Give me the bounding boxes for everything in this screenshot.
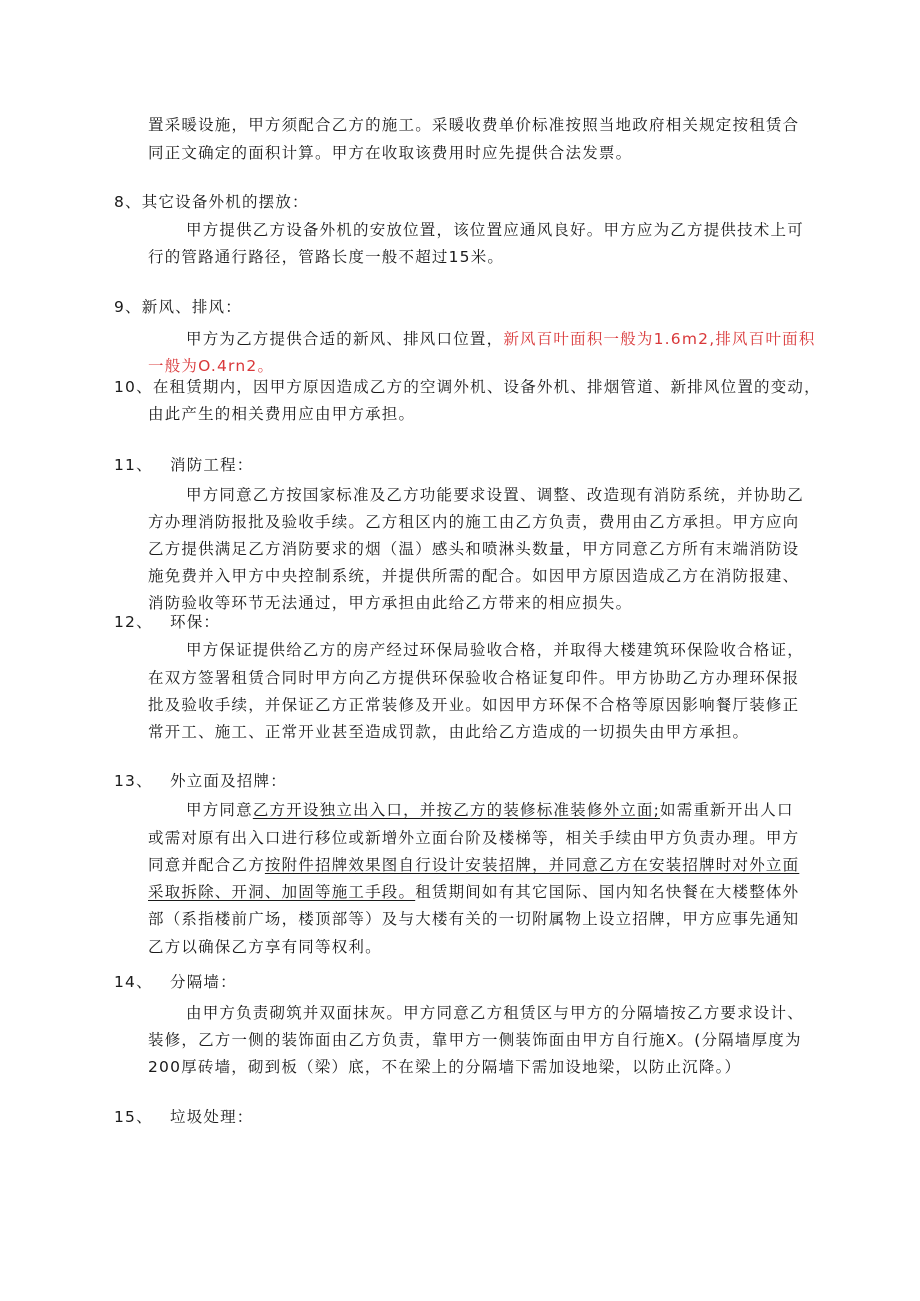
- section-12-title: 环保：: [170, 613, 221, 631]
- section-13-line-3: [148, 851, 799, 879]
- section-11-line-1: 甲方同意乙方按国家标准及乙方功能要求设置、调整、改造现有消防系统，并协助乙: [186, 486, 804, 504]
- intro-line-1: 置采暖设施，甲方须配合乙方的施工。采暖收费单价标准按照当地政府相关规定按租赁合: [148, 116, 800, 134]
- section-14-line-2: 装修，乙方一侧的装饰面由乙方负责，靠甲方一侧装饰面由甲方自行施X。(分隔墙厚度为: [148, 1031, 802, 1049]
- section-9-red-text: 新风百叶面积一般为1.6m2,排风百叶面积: [503, 330, 816, 348]
- section-13-number: 13、: [114, 772, 153, 790]
- section-15-number: 15、: [114, 1108, 153, 1126]
- section-13-line-4: [148, 878, 799, 906]
- section-10-line-1: 10、在租赁期内，因甲方原因造成乙方的空调外机、设备外机、排烟管道、新排风位置的变动，: [114, 378, 821, 396]
- section-13-line-2: 或需对原有出入口进行移位或新增外立面台阶及楼梯等，相关手续由甲方负责办理。甲方: [148, 829, 800, 847]
- section-12-line-2: 在双方签署租赁合同时甲方向乙方提供环保验收合格证复印件。甲方协助乙方办理环保报: [148, 669, 800, 687]
- section-8-line-2: 行的管路通行路径，管路长度一般不超过15米。: [148, 248, 505, 266]
- section-13-line-1: [186, 796, 794, 824]
- section-12-line-4: 常开工、施工、正常开业甚至造成罚款，由此给乙方造成的一切损失由甲方承担。: [148, 723, 750, 741]
- section-12-number: 12、: [114, 613, 153, 631]
- section-11-line-2: 方办理消防报批及验收手续。乙方租区内的施工由乙方负责，费用由乙方承担。甲方应向: [148, 513, 800, 531]
- section-13-title: 外立面及招牌：: [170, 772, 287, 790]
- section-8-line-1: 甲方提供乙方设备外机的安放位置，该位置应通风良好。甲方应为乙方提供技术上可: [186, 221, 804, 239]
- section-14-line-3: 200厚砖墙，砌到板（梁）底，不在梁上的分隔墙下需加设地梁，以防止沉降。）: [148, 1058, 742, 1076]
- section-13-underlined-signboard: 按附件招牌效果图自行设计安装招牌，并同意乙方在安装招牌时对外立面: [264, 856, 800, 874]
- section-14-number: 14、: [114, 973, 153, 991]
- section-13-line-4-tail: 租赁期间如有其它国际、国内知名快餐在大楼整体外: [415, 883, 800, 901]
- section-12-line-1: 甲方保证提供给乙方的房产经过环保局验收合格，并取得大楼建筑环保险收合格证，: [186, 641, 804, 659]
- section-13-line-1-tail: 如需重新开出人口: [660, 801, 794, 819]
- section-14-title: 分隔墙：: [170, 973, 237, 991]
- section-9-line-2: 一般为O.4rn2。: [148, 357, 275, 375]
- section-11-line-5: 消防验收等环节无法通过，甲方承担由此给乙方带来的相应损失。: [148, 594, 633, 612]
- section-9-heading: 9、新风、排风：: [114, 298, 242, 316]
- section-11-line-4: 施免费并入甲方中央控制系统，并提供所需的配合。如因甲方原因造成乙方在消防报建、: [148, 567, 800, 585]
- section-13-underlined-construction: 采取拆除、开洞、加固等施工手段。: [148, 883, 416, 901]
- section-11-line-3: 乙方提供满足乙方消防要求的烟（温）感头和喷淋头数量，甲方同意乙方所有末端消防设: [148, 540, 800, 558]
- section-12-line-3: 批及验收手续，并保证乙方正常装修及开业。如因甲方环保不合格等原因影响餐厅装修正: [148, 696, 800, 714]
- section-13-line-1-text: 甲方同意: [186, 801, 253, 819]
- section-9-line-1: [186, 325, 816, 353]
- section-13-line-6: 乙方以确保乙方享有同等权利。: [148, 938, 382, 956]
- section-11-title: 消防工程：: [170, 456, 254, 474]
- section-9-line-1-text: 甲方为乙方提供合适的新风、排风口位置，: [186, 330, 504, 348]
- section-13-line-3-text: 同意并配合乙方: [148, 856, 265, 874]
- section-13-line-5: 部（系指楼前广场，楼顶部等）及与大楼有关的一切附属物上设立招牌，甲方应事先通知: [148, 910, 800, 928]
- section-11-number: 11、: [114, 456, 153, 474]
- section-15-title: 垃圾处理：: [170, 1108, 254, 1126]
- section-8-heading: 8、其它设备外机的摆放：: [114, 193, 309, 211]
- section-10-line-2: 由此产生的相关费用应由甲方承担。: [148, 405, 416, 423]
- section-13-underlined-entrance: 乙方开设独立出入口，并按乙方的装修标准装修外立面;: [252, 801, 661, 819]
- intro-line-2: 同正文确定的面积计算。甲方在收取该费用时应先提供合法发票。: [148, 144, 633, 162]
- section-14-line-1: 由甲方负责砌筑并双面抹灰。甲方同意乙方租赁区与甲方的分隔墙按乙方要求设计、: [186, 1004, 804, 1022]
